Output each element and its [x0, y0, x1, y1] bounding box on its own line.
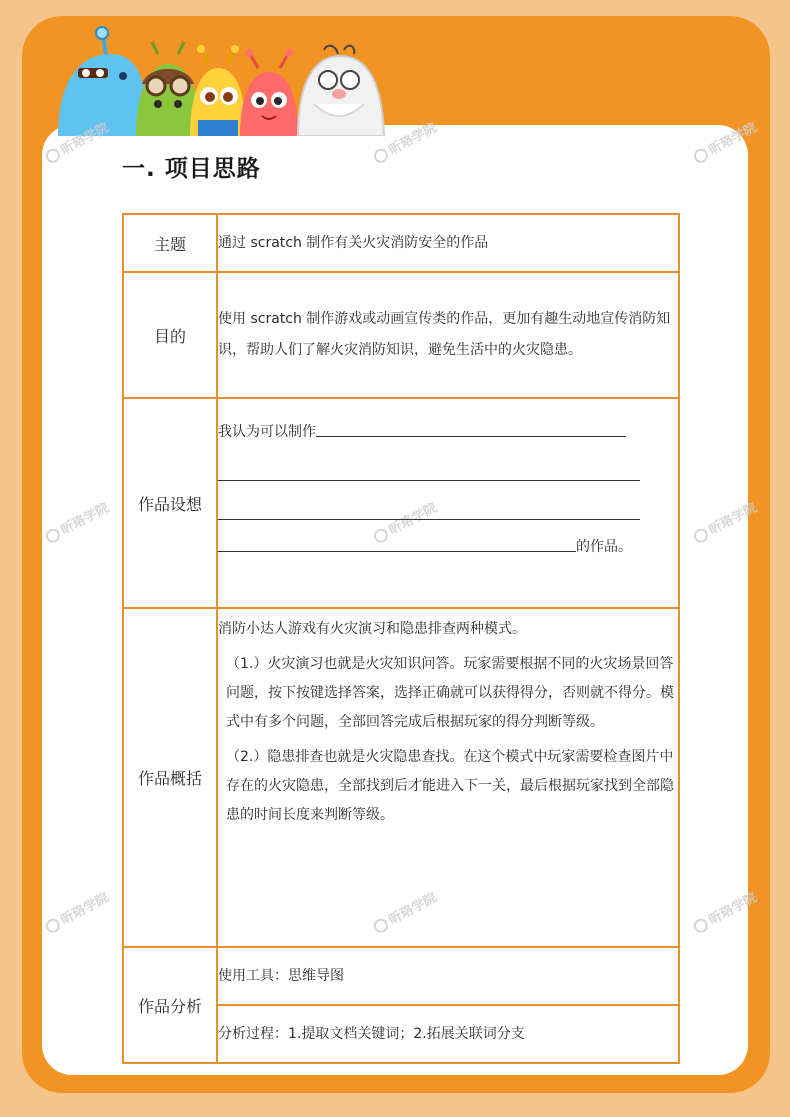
page-title: 一. 项目思路: [122, 156, 261, 182]
watermark-logo: 昕珞学院: [690, 887, 760, 936]
watermark-logo: 昕珞学院: [370, 497, 440, 546]
purpose-label: 目的: [123, 272, 217, 398]
concept-blank-line[interactable]: [218, 460, 640, 481]
summary-mode-2: （2.）隐患排查也就是火灾隐患查找。在这个模式中玩家需要检查图片中存在的火灾隐患，全部找到后才能进入下一关，最后根据玩家找到全部隐患的时间长度来判断等级。: [226, 749, 674, 823]
professor-mascot: [298, 46, 384, 136]
watermark-logo: 昕珞学院: [42, 887, 112, 936]
theme-text: 通过 scratch 制作有关火灾消防安全的作品: [217, 214, 679, 272]
watermark-logo: 昕珞学院: [370, 117, 440, 166]
summary-intro: 消防小达人游戏有火灾演习和隐患排查两种模式。: [218, 621, 526, 637]
concept-suffix: 的作品。: [576, 539, 632, 555]
table-row: [123, 272, 679, 398]
purpose-text: 使用 scratch 制作游戏或动画宣传类的作品，更加有趣生动地宣传消防知识，帮助人们了解火灾消防知识，避免生活中的火灾隐患。: [218, 311, 671, 358]
watermark-logo: 昕珞学院: [42, 497, 112, 546]
table-row: [123, 398, 679, 608]
concept-prefix: 我认为可以制作: [218, 424, 316, 440]
yellow-mascot: [190, 45, 246, 136]
concept-blank-line[interactable]: [316, 419, 626, 437]
summary-label: 作品概括: [123, 608, 217, 947]
table-row: [123, 947, 679, 1005]
green-mascot: [136, 42, 200, 136]
watermark-logo: 昕珞学院: [42, 117, 112, 166]
summary-mode-1: （1.）火灾演习也就是火灾知识问答。玩家需要根据不同的火灾场景回答问题，按下按键选择答案，选择正确就可以获得得分，否则就不得分。模式中有多个问题，全部回答完成后根据玩家的得分判断等级。: [226, 656, 674, 730]
red-mascot: [240, 49, 298, 136]
watermark-logo: 昕珞学院: [370, 887, 440, 936]
theme-label: 主题: [123, 214, 217, 272]
concept-label: 作品设想: [123, 398, 217, 608]
watermark-logo: 昕珞学院: [690, 117, 760, 166]
table-row: [123, 214, 679, 272]
analysis-label: 作品分析: [123, 947, 217, 1063]
concept-blank-line[interactable]: [218, 534, 576, 552]
analysis-process: 分析过程：1.提取文档关键词；2.拓展关联词分支: [217, 1005, 679, 1063]
table-row: [123, 608, 679, 947]
project-table: [122, 213, 680, 1064]
concept-blank-line[interactable]: [218, 499, 640, 520]
analysis-tools: 使用工具：思维导图: [217, 947, 679, 1005]
watermark-logo: 昕珞学院: [690, 497, 760, 546]
